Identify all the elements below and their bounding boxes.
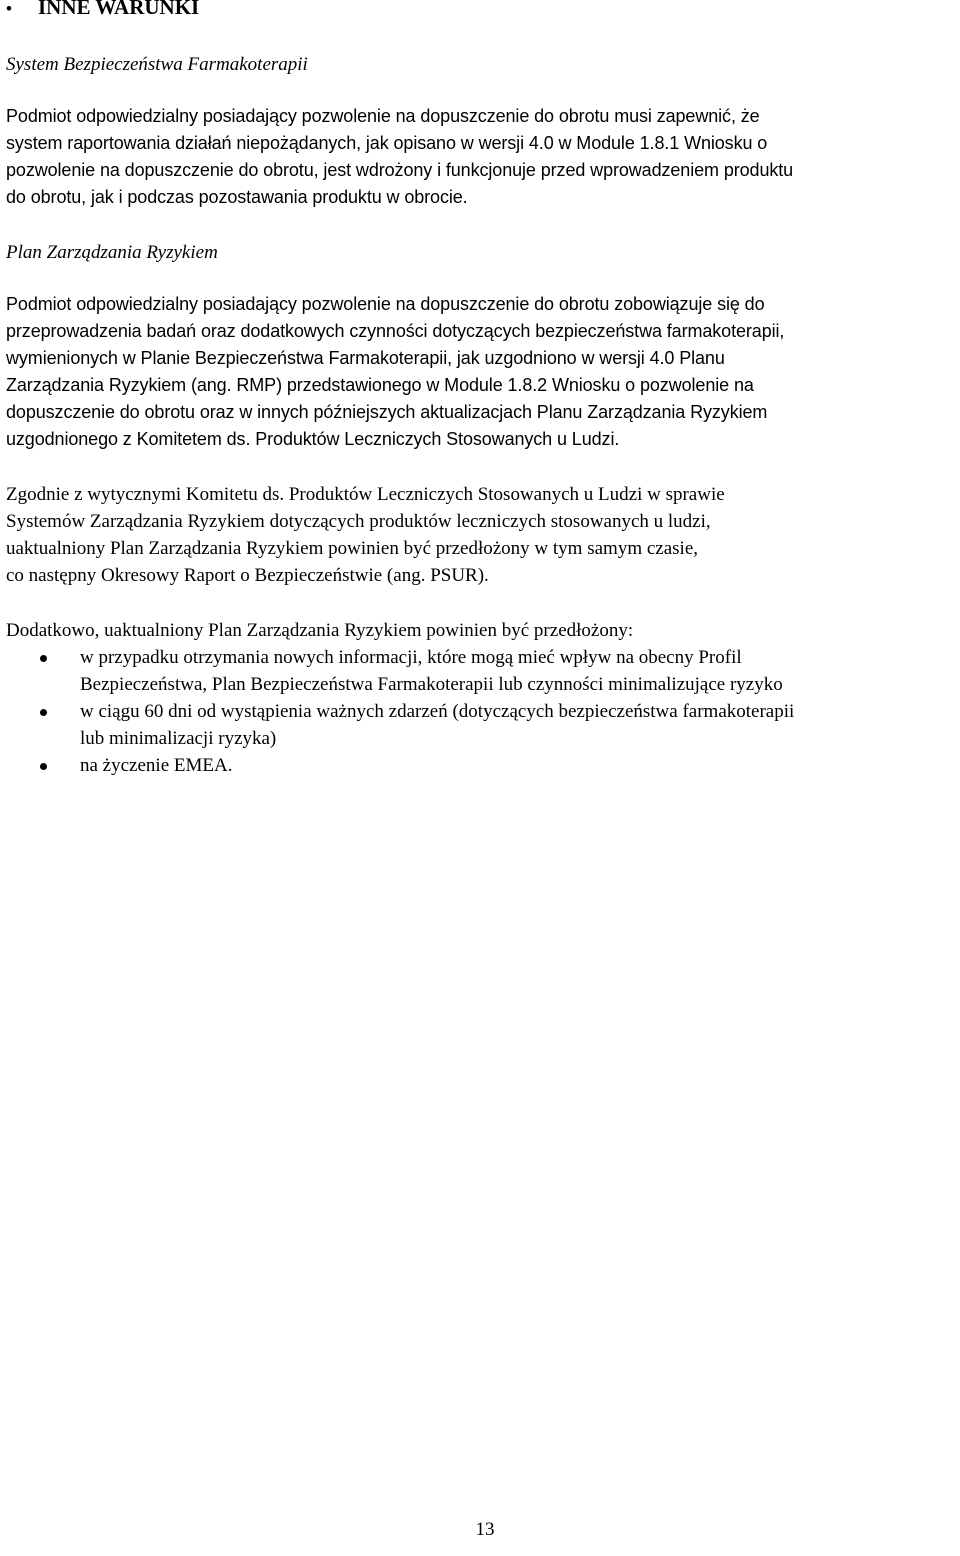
heading-text: INNE WARUNKI bbox=[38, 0, 200, 19]
list-item-line: w przypadku otrzymania nowych informacji, które mogą mieć wpływ na obecny Profil bbox=[80, 647, 742, 668]
list-item-line: w ciągu 60 dni od wystąpienia ważnych zdarzeń (dotyczących bezpieczeństwa farmakoterapii bbox=[80, 701, 795, 722]
paragraph-line: Zgodnie z wytycznymi Komitetu ds. Produktów Leczniczych Stosowanych u Ludzi w sprawie bbox=[6, 484, 725, 505]
paragraph-line: dopuszczenie do obrotu oraz w innych późniejszych aktualizacjach Planu Zarządzania Ryzykiem bbox=[6, 402, 768, 422]
page-number: 13 bbox=[475, 1519, 495, 1540]
submission-conditions-list bbox=[0, 644, 960, 779]
list-item-line: lub minimalizacji ryzyka) bbox=[80, 728, 277, 749]
bullet-icon bbox=[40, 655, 47, 662]
risk-plan-paragraph-1 bbox=[6, 291, 954, 453]
paragraph-line: Dodatkowo, uaktualniony Plan Zarządzania Ryzykiem powinien być przedłożony: bbox=[6, 620, 634, 641]
bullet-icon bbox=[40, 709, 47, 716]
paragraph-line: Systemów Zarządzania Ryzykiem dotyczących produktów leczniczych stosowanych u ludzi, bbox=[6, 511, 711, 532]
paragraph-line: Podmiot odpowiedzialny posiadający pozwolenie na dopuszczenie do obrotu zobowiązuje się do bbox=[6, 294, 765, 314]
paragraph-line: przeprowadzenia badań oraz dodatkowych czynności dotyczących bezpieczeństwa farmakoterapii, bbox=[6, 321, 785, 341]
paragraph-line: system raportowania działań niepożądanych, jak opisano w wersji 4.0 w Module 1.8.1 Wniosku o bbox=[6, 133, 768, 153]
section-heading bbox=[6, 0, 199, 22]
paragraph-line: wymienionych w Planie Bezpieczeństwa Farmakoterapii, jak uzgodniono w wersji 4.0 Planu bbox=[6, 348, 725, 368]
paragraph-line: pozwolenie na dopuszczenie do obrotu, jest wdrożony i funkcjonuje przed wprowadzeniem produktu bbox=[6, 160, 794, 180]
paragraph-line: uaktualniony Plan Zarządzania Ryzykiem powinien być przedłożony w tym samym czasie, bbox=[6, 538, 698, 559]
bullet-icon bbox=[40, 763, 47, 770]
paragraph-line: uzgodnionego z Komitetem ds. Produktów Leczniczych Stosowanych u Ludzi. bbox=[6, 429, 620, 449]
paragraph-line: Zarządzania Ryzykiem (ang. RMP) przedstawionego w Module 1.8.2 Wniosku o pozwolenie na bbox=[6, 375, 754, 395]
list-item-line: na życzenie EMEA. bbox=[80, 755, 233, 776]
paragraph-line: co następny Okresowy Raport o Bezpieczeństwie (ang. PSUR). bbox=[6, 565, 489, 586]
risk-plan-title: Plan Zarządzania Ryzykiem bbox=[6, 242, 218, 263]
list-item-line: Bezpieczeństwa, Plan Bezpieczeństwa Farmakoterapii lub czynności minimalizujące ryzyko bbox=[80, 674, 783, 695]
list-item bbox=[0, 644, 960, 698]
list-item bbox=[0, 698, 960, 752]
pharmacovigilance-paragraph bbox=[6, 103, 954, 211]
risk-plan-paragraph-2 bbox=[6, 481, 954, 589]
list-item bbox=[0, 752, 960, 779]
heading-bullet: • bbox=[6, 0, 12, 18]
paragraph-line: Podmiot odpowiedzialny posiadający pozwolenie na dopuszczenie do obrotu musi zapewnić, że bbox=[6, 106, 760, 126]
paragraph-line: do obrotu, jak i podczas pozostawania produktu w obrocie. bbox=[6, 187, 468, 207]
risk-plan-paragraph-3 bbox=[6, 617, 954, 644]
pharmacovigilance-title: System Bezpieczeństwa Farmakoterapii bbox=[6, 54, 308, 75]
